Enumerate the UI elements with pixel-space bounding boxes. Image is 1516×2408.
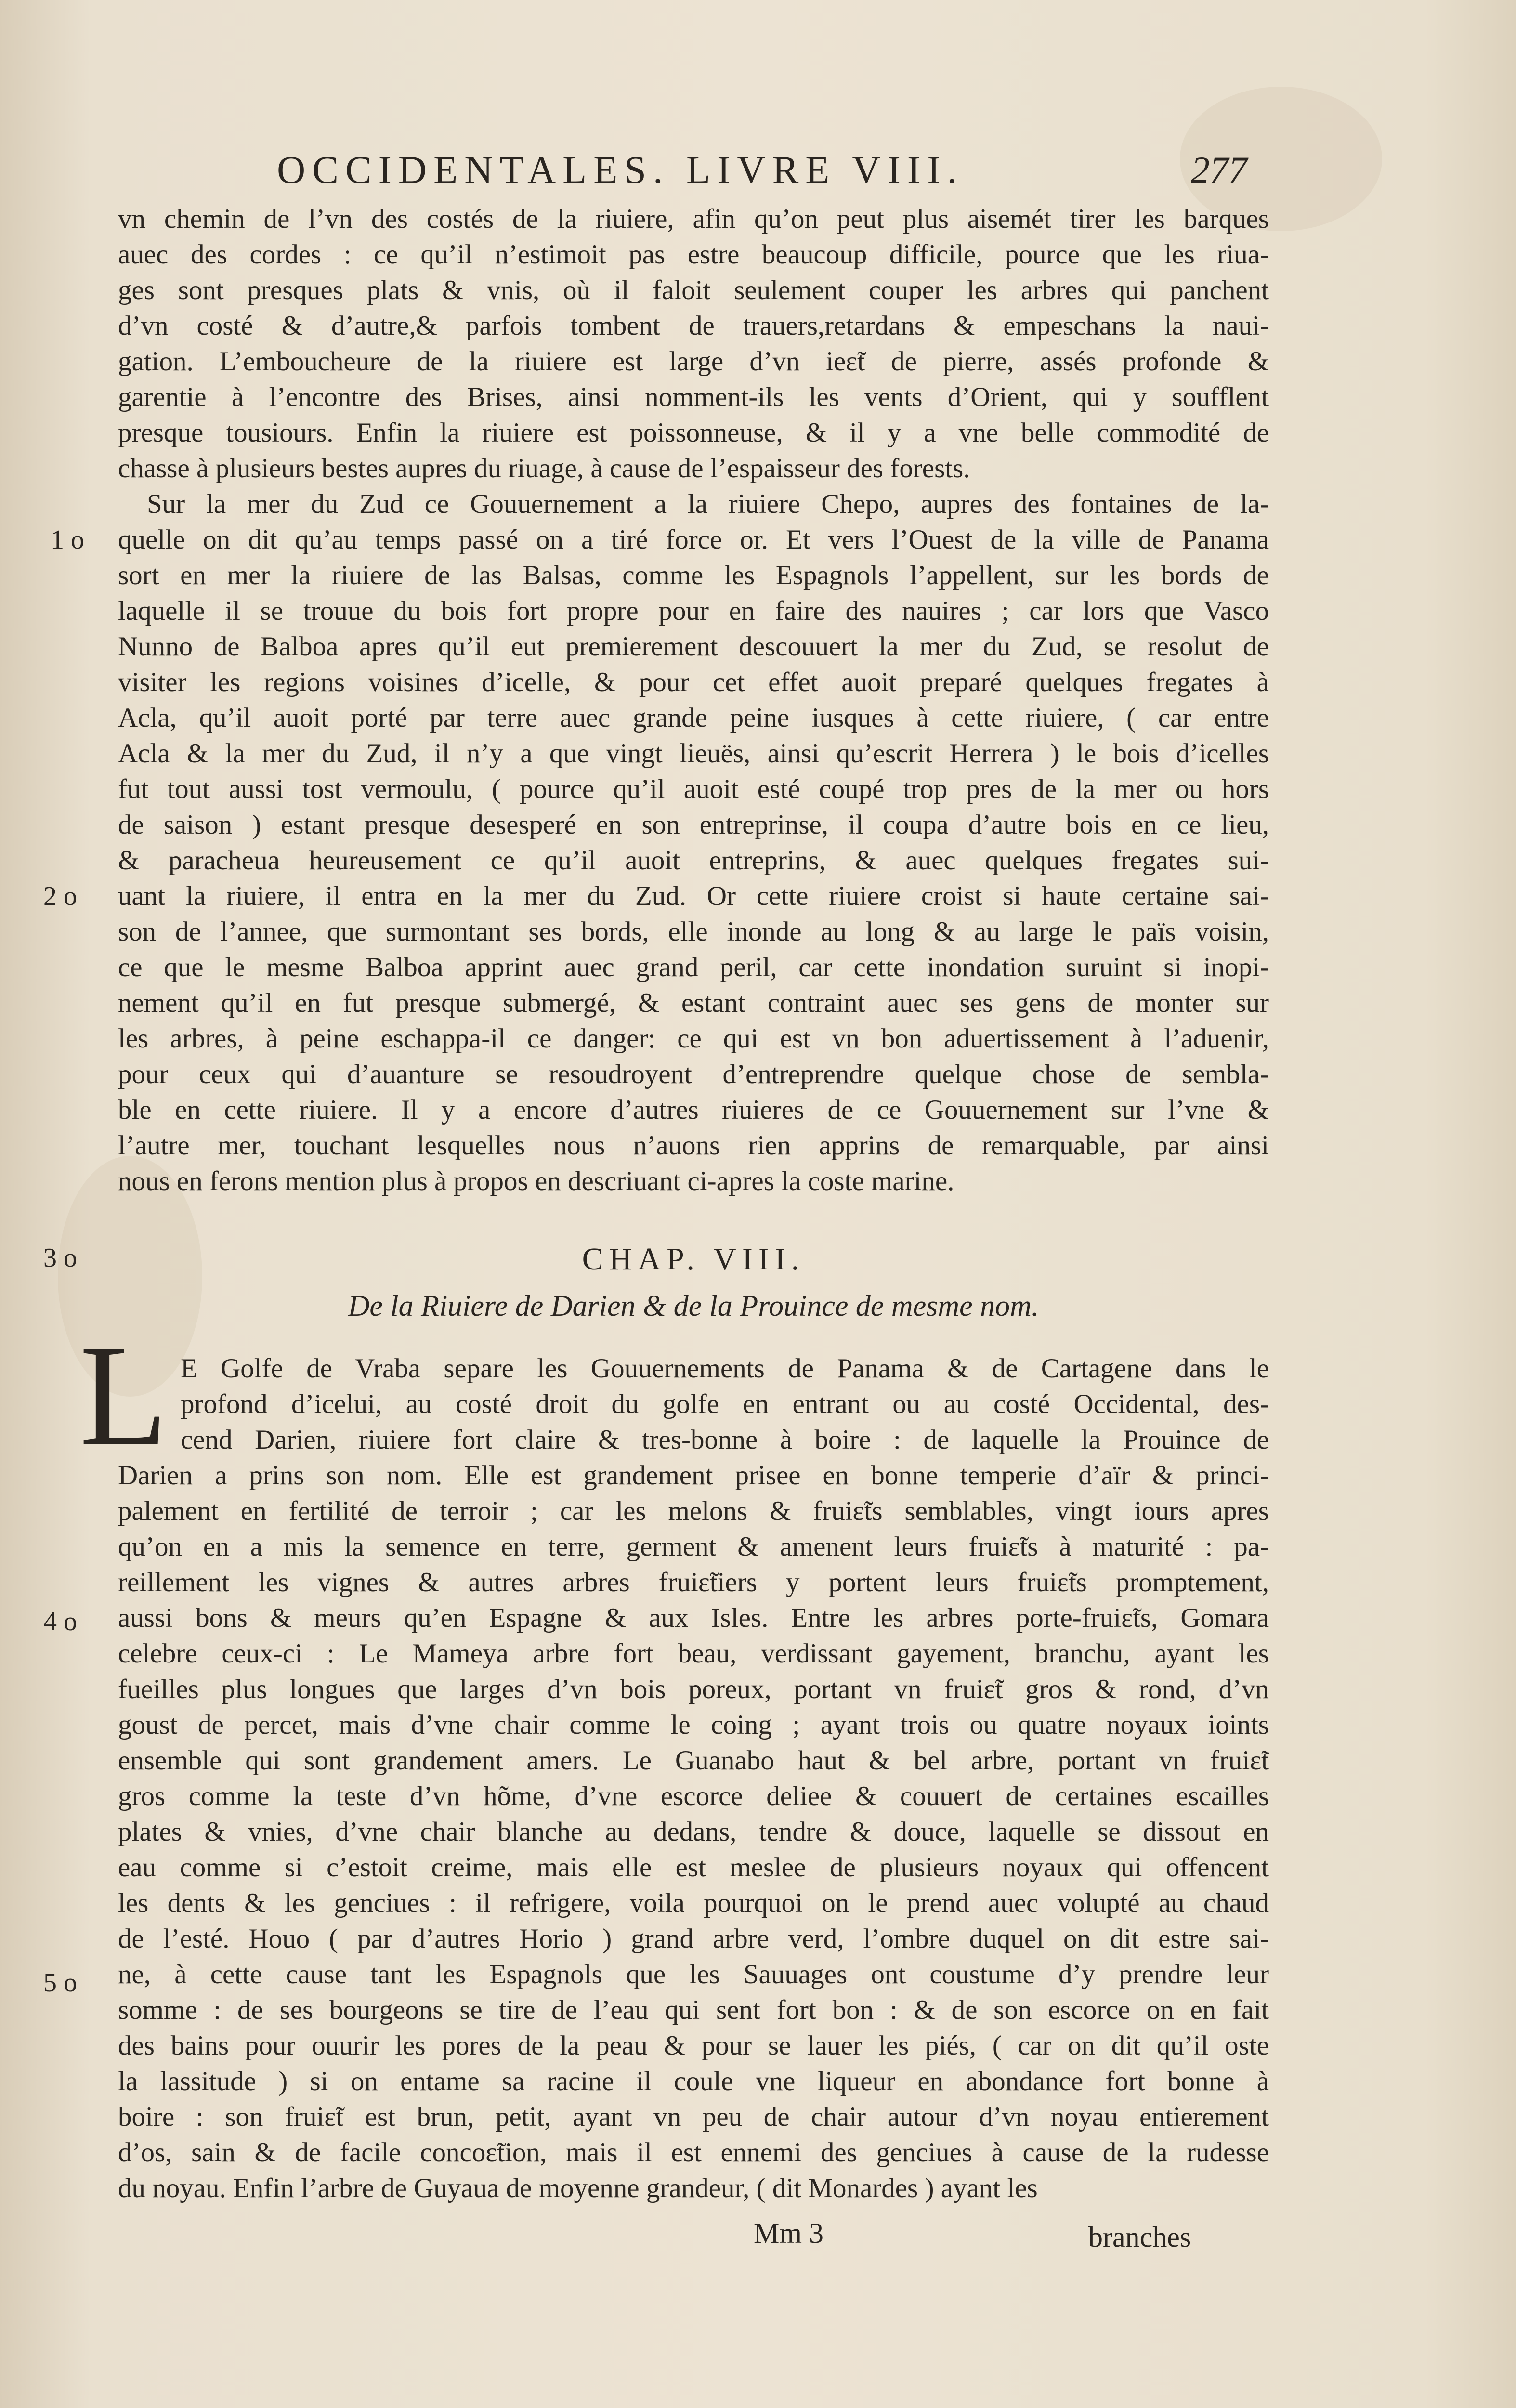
catchword: branches [1088,2221,1191,2253]
text-line: plates & vnies, d’vne chair blanche au dedans, tendre & douce, laquelle se dissout en [118,1817,1269,1847]
text-line: de l’esté. Houo ( par d’autres Horio ) grand arbre verd, l’ombre duquel on dit estre sai- [118,1924,1269,1954]
text-line: Darien a prins son nom. Elle est grandement prisee en bonne temperie d’aïr & princi- [118,1460,1269,1491]
text-line: presque tousiours. Enfin la riuiere est poissonneuse, & il y a vne belle commodité de [118,418,1269,448]
text-section-2 [118,1351,1269,2206]
text-line: ce que le mesme Balboa apprint auec grand peril, car cette inondation suruint si inopi- [118,952,1269,982]
text-line: fut tout aussi tost vermoulu, ( pource qu’il auoit esté coupé trop pres de la mer ou hors [118,774,1269,804]
text-line: Nunno de Balboa apres qu’il eut premierement descouuert la mer du Zud, se resolut de [118,631,1269,662]
text-line: goust de percet, mais d’vne chair comme le coing ; ayant trois ou quatre noyaux ioints [118,1710,1269,1740]
text-line: quelle on dit qu’au temps passé on a tiré force or. Et vers l’Ouest de la ville de Panama [118,524,1269,555]
text-line: sort en mer la riuiere de las Balsas, comme les Espagnols l’appellent, sur les bords de [118,560,1269,590]
page-header [277,144,1247,196]
text-line: celebre ceux-ci : Le Mameya arbre fort beau, verdissant gayement, branchu, ayant les [118,1638,1269,1669]
text-line: chasse à plusieurs bestes aupres du riuage, à cause de l’espaisseur des forests. [118,453,970,484]
text-line: aussi bons & meurs qu’en Espagne & aux Isles. Entre les arbres porte-fruiɛ̃ts, Gomara [118,1603,1269,1633]
text-line: ne, à cette cause tant les Espagnols que les Sauuages ont coustume d’y prendre leur [118,1959,1269,1989]
text-line: des bains pour ouurir les pores de la peau & pour se lauer les piés, ( car on dit qu’il oste [118,2030,1269,2061]
text-line: E Golfe de Vraba separe les Gouuernements de Panama & de Cartagene dans le [181,1353,1269,1384]
text-line: visiter les regions voisines d’icelle, & pour cet effet auoit preparé quelques fregates à [118,667,1269,697]
text-line: profond d’icelui, au costé droit du golfe en entrant ou au costé Occidental, des- [181,1389,1269,1419]
text-line: reillement les vignes & autres arbres fruiɛ̃tiers y portent leurs fruiɛ̃ts promptement, [118,1567,1269,1597]
line-number-30: 3 o [43,1243,77,1273]
text-line: l’autre mer, touchant lesquelles nous n’auons rien apprins de remarquable, par ainsi [118,1130,1269,1161]
text-line: Sur la mer du Zud ce Gouuernement a la riuiere Chepo, aupres des fontaines de la- [147,489,1269,519]
text-line: somme : de ses bourgeons se tire de l’eau qui sent fort bon : & de son escorce on en fait [118,1995,1269,2025]
text-line: les dents & les genciues : il refrigere, voila pourquoi on le prend auec volupté au chaud [118,1888,1269,1918]
chapter-heading: CHAP. VIII. [582,1242,805,1277]
running-title: OCCIDENTALES. LIVRE VIII. [277,148,964,192]
text-line: qu’on en a mis la semence en terre, germent & amenent leurs fruiɛ̃ts à maturité : pa- [118,1531,1269,1562]
text-line: laquelle il se trouue du bois fort propre pour en faire des nauires ; car lors que Vasco [118,596,1269,626]
line-number-40: 4 o [43,1607,77,1636]
text-line: la lassitude ) si on entame sa racine il coule vne liqueur en abondance fort bonne à [118,2066,1269,2096]
text-line: pour ceux qui d’auanture se resoudroyent d’entreprendre quelque chose de sembla- [118,1059,1269,1089]
text-line: cend Darien, riuiere fort claire & tres-bonne à boire : de laquelle la Prouince de [181,1425,1269,1455]
text-line: d’vn costé & d’autre,& parfois tombent de trauers,retardans & empeschans la naui- [118,311,1269,341]
text-line: les arbres, à peine eschappa-il ce danger: ce qui est vn bon aduertissement à l’aduenir, [118,1023,1269,1054]
text-line: auec des cordes : ce qu’il n’estimoit pas estre beaucoup difficile, pource que les riua- [118,239,1269,270]
line-number-10: 1 o [51,525,84,555]
signature-mark: Mm 3 [754,2217,824,2249]
text-line: ble en cette riuiere. Il y a encore d’autres riuieres de ce Gouuernement sur l’vne & [118,1095,1269,1125]
text-line: d’os, sain & de facile concoɛ̃tion, mais il est ennemi des genciues à cause de la rudesse [118,2137,1269,2168]
line-number-50: 5 o [43,1968,77,1998]
chapter-subtitle: De la Riuiere de Darien & de la Prouince de mesme nom. [348,1290,1039,1322]
text-line: nement qu’il en fut presque submergé, & estant contraint auec ses gens de monter sur [118,988,1269,1018]
text-line: & paracheua heureusement ce qu’il auoit entreprins, & auec quelques fregates sui- [118,845,1269,876]
text-line: du noyau. Enfin l’arbre de Guyaua de moyenne grandeur, ( dit Monardes ) ayant les [118,2173,1038,2203]
line-number-20: 2 o [43,881,77,911]
text-line: gation. L’emboucheure de la riuiere est large d’vn ieɛ̃t de pierre, assés profonde & [118,346,1269,377]
text-line: son de l’annee, que surmontant ses bords, elle inonde au long & au large le païs voisin, [118,916,1269,947]
text-line: Acla, qu’il auoit porté par terre auec grande peine iusques à cette riuiere, ( car entre [118,703,1269,733]
text-line: de saison ) estant presque desesperé en son entreprinse, il coupa d’autre bois en ce lieu, [118,810,1269,840]
text-line: uant la riuiere, il entra en la mer du Zud. Or cette riuiere croist si haute certaine sai- [118,881,1269,911]
folio-number: 277 [1191,149,1247,191]
text-line: gros comme la teste d’vn hõme, d’vne escorce deliee & couuert de certaines escailles [118,1781,1269,1811]
drop-cap: L [79,1315,168,1475]
text-line: nous en ferons mention plus à propos en descriuant ci-apres la coste marine. [118,1166,954,1196]
text-line: eau comme si c’estoit creime, mais elle est meslee de plusieurs noyaux qui offencent [118,1852,1269,1883]
text-line: ges sont presques plats & vnis, où il faloit seulement couper les arbres qui panchent [118,275,1269,305]
text-section-1 [118,201,1269,1199]
text-line: boire : son fruiɛ̃t est brun, petit, ayant vn peu de chair autour d’vn noyau entierement [118,2102,1269,2132]
text-line: palement en fertilité de terroir ; car les melons & fruiɛ̃ts semblables, vingt iours apres [118,1496,1269,1526]
text-line: Acla & la mer du Zud, il n’y a que vingt lieuës, ainsi qu’escrit Herrera ) le bois d’icelles [118,738,1269,769]
text-line: garentie à l’encontre des Brises, ainsi nomment-ils les vents d’Orient, qui y soufflent [118,382,1269,412]
text-line: vn chemin de l’vn des costés de la riuiere, afin qu’on peut plus aisemét tirer les barques [118,204,1269,234]
text-line: ensemble qui sont grandement amers. Le Guanabo haut & bel arbre, portant vn fruiɛ̃t [118,1745,1269,1776]
text-line: fueilles plus longues que larges d’vn bois poreux, portant vn fruiɛ̃t gros & rond, d’vn [118,1674,1269,1704]
